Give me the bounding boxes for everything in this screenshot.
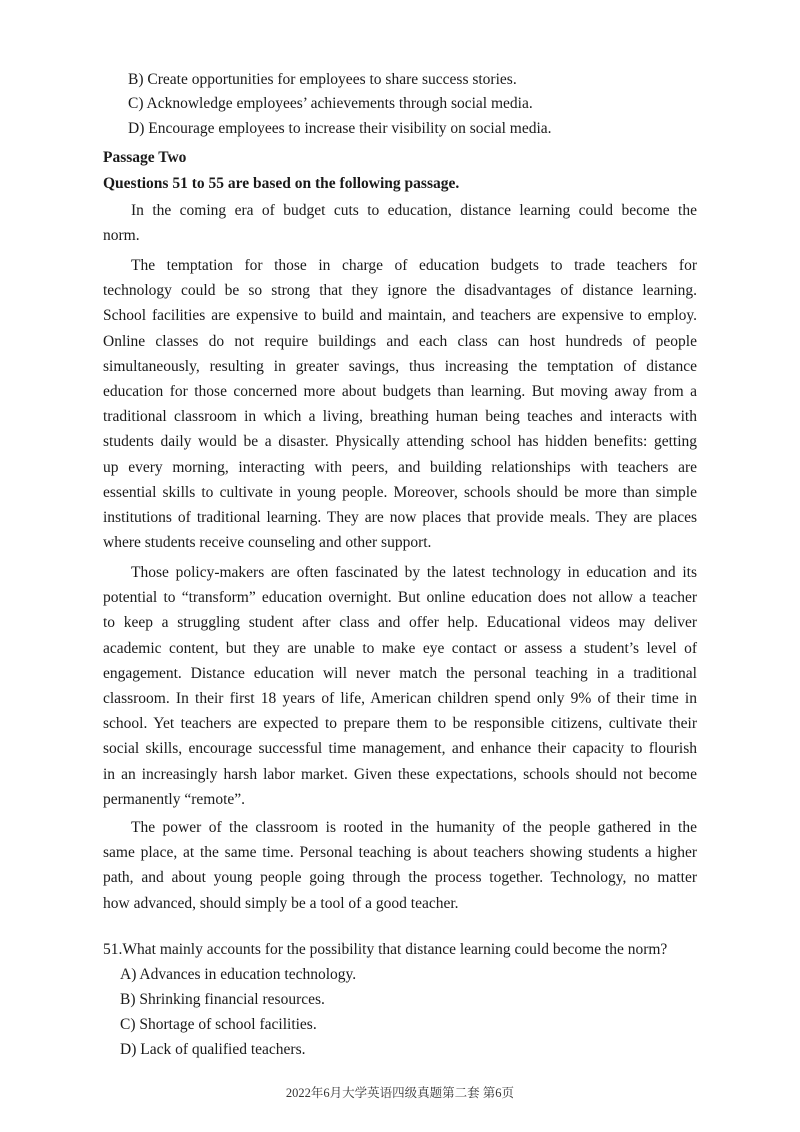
paragraph-4-line: path, and about young people going through the process together. Technology, no matter	[103, 869, 697, 886]
passage-instruction: Questions 51 to 55 are based on the following passage.	[103, 175, 460, 192]
paragraph-3-line: permanently “remote”.	[103, 791, 246, 808]
paragraph-4-line: how advanced, should simply be a tool of a good teacher.	[103, 895, 459, 912]
paragraph-2-line: institutions of traditional learning. They are now places that provide meals. They are places	[103, 509, 697, 526]
paragraph-3-line: engagement. Distance education will never match the personal teaching in a traditional	[103, 665, 697, 682]
paragraph-3-line: classroom. In their first 18 years of life, American children spend only 9% of their time in	[103, 690, 697, 707]
paragraph-2-line: The temptation for those in charge of education budgets to trade teachers for	[131, 257, 697, 274]
paragraph-4-line: same place, at the same time. Personal teaching is about teachers showing students a higher	[103, 844, 697, 861]
paragraph-2-line: up every morning, interacting with peers, and building relationships with teachers are	[103, 459, 697, 476]
passage-title: Passage Two	[103, 149, 187, 166]
question-51-option: A) Advances in education technology.	[120, 966, 357, 983]
paragraph-4-line: The power of the classroom is rooted in the humanity of the people gathered in the	[131, 819, 697, 836]
paragraph-3-line: social skills, encourage successful time management, and enhance their capacity to flourish	[103, 740, 697, 757]
previous-question-option: D) Encourage employees to increase their visibility on social media.	[128, 120, 552, 137]
paragraph-3-line: school. Yet teachers are expected to prepare them to be responsible citizens, cultivate their	[103, 715, 697, 732]
paragraph-3-line: to keep a struggling student after class and offer help. Educational videos may deliver	[103, 614, 697, 631]
paragraph-3-line: Those policy-makers are often fascinated by the latest technology in education and its	[131, 564, 697, 581]
paragraph-1-line: norm.	[103, 227, 140, 244]
question-51-stem: 51.What mainly accounts for the possibility that distance learning could become the norm?	[103, 941, 668, 958]
previous-question-option: C) Acknowledge employees’ achievements through social media.	[128, 95, 533, 112]
question-51-option: D) Lack of qualified teachers.	[120, 1041, 306, 1058]
paragraph-2-line: simultaneously, resulting in greater savings, thus increasing the temptation of distance	[103, 358, 697, 375]
paragraph-2-line: traditional classroom in which a living, breathing human being teaches and interacts with	[103, 408, 697, 425]
paragraph-2-line: education for those concerned more about budgets than learning. But moving away from a	[103, 383, 697, 400]
paragraph-2-line: essential skills to cultivate in young people. Moreover, schools should be more than simple	[103, 484, 697, 501]
paragraph-1-line: In the coming era of budget cuts to education, distance learning could become the	[131, 202, 697, 219]
paragraph-3-line: academic content, but they are unable to make eye contact or assess a student’s level of	[103, 640, 697, 657]
question-51-option: B) Shrinking financial resources.	[120, 991, 325, 1008]
paragraph-2-line: technology could be so strong that they ignore the disadvantages of distance learning.	[103, 282, 697, 299]
paragraph-2-line: students daily would be a disaster. Physically attending school has hidden benefits: getting	[103, 433, 697, 450]
paragraph-3-line: in an increasingly harsh labor market. Given these expectations, schools should not become	[103, 766, 697, 783]
paragraph-2-line: Online classes do not require buildings and each class can host hundreds of people	[103, 333, 697, 350]
question-51-option: C) Shortage of school facilities.	[120, 1016, 317, 1033]
page-footer: 2022年6月大学英语四级真题第二套 第6页	[285, 1086, 515, 1100]
paragraph-2-line: School facilities are expensive to build and maintain, and teachers are expensive to employ.	[103, 307, 697, 324]
paragraph-3-line: potential to “transform” education overnight. But online education does not allow a teacher	[103, 589, 697, 606]
paragraph-2-line: where students receive counseling and other support.	[103, 534, 432, 551]
previous-question-option: B) Create opportunities for employees to share success stories.	[128, 71, 517, 88]
